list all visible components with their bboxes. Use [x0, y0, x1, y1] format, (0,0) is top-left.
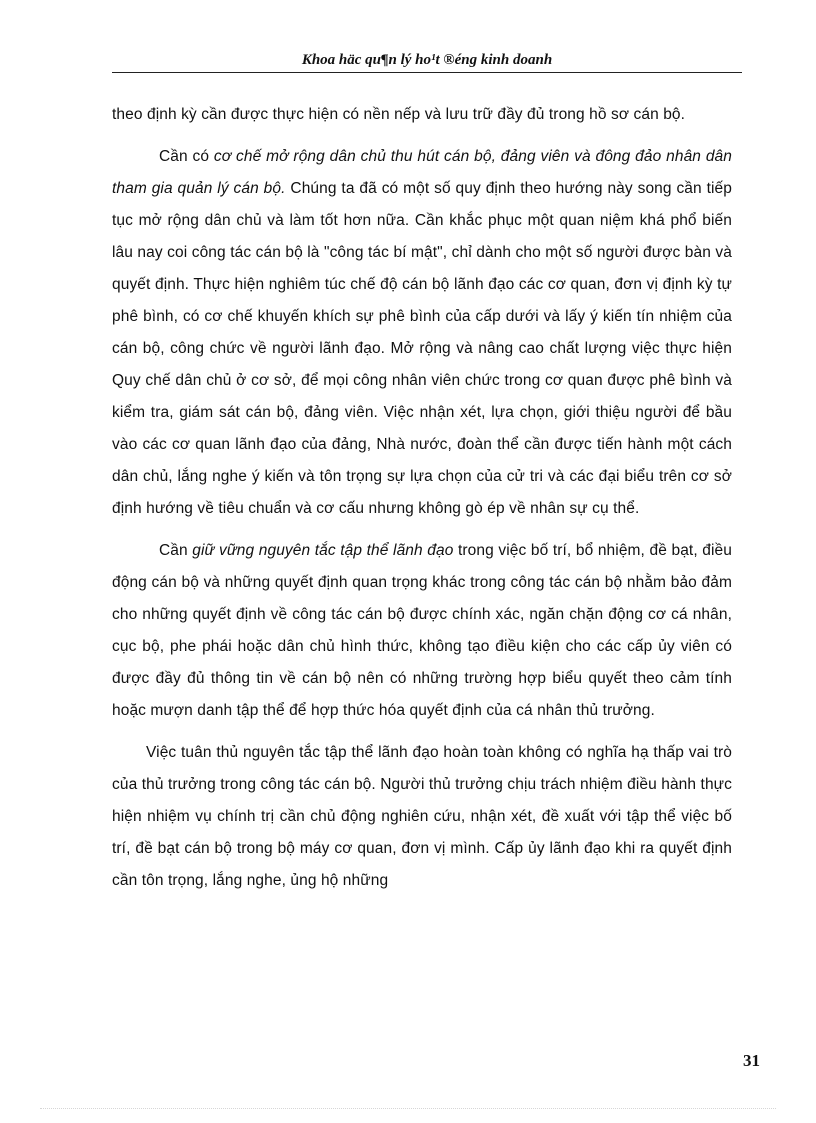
- paragraph-4-text: Việc tuân thủ nguyên tắc tập thể lãnh đạo hoàn toàn không có nghĩa hạ thấp vai trò của thủ trưởng trong công tác cán bộ. Người thủ trưởng chịu trách nhiệm điều hành thực hiện nhiệm vụ chính trị cần chủ động nghiên cứu, nhận xét, đề xuất với tập thể việc bố trí, đề bạt cán bộ trong bộ máy cơ quan, đơn vị mình. Cấp ủy lãnh đạo khi ra quyết định cần tôn trọng, lắng nghe, ủng hộ những: [112, 744, 732, 889]
- paragraph-4: [112, 737, 732, 897]
- paragraph-2-emphasis: cơ chế mở rộng dân chủ thu hút cán bộ, đảng viên và đông đảo nhân dân tham gia quản lý cán bộ.: [112, 148, 732, 197]
- paragraph-3-text: trong việc bố trí, bổ nhiệm, đề bạt, điều động cán bộ và những quyết định quan trọng khác trong công tác cán bộ nhằm bảo đảm cho những quyết định về công tác cán bộ được chính xác, ngăn chặn động cơ cá nhân, cục bộ, phe phái hoặc dân chủ hình thức, không tạo điều kiện cho các cấp ủy viên có được đầy đủ thông tin về cán bộ nên có những trường hợp biểu quyết theo cảm tính hoặc mượn danh tập thể để hợp thức hóa quyết định của cá nhân thủ trưởng.: [112, 542, 732, 719]
- body-text: [112, 99, 732, 897]
- header-rule: [112, 72, 742, 73]
- bottom-dotted-line: [40, 1108, 776, 1109]
- paragraph-2-text: Chúng ta đã có một số quy định theo hướng này song cần tiếp tục mở rộng dân chủ và làm tốt hơn nữa. Cần khắc phục một quan niệm khá phổ biến lâu nay coi công tác cán bộ là "công tác bí mật", chỉ dành cho một số người được bàn và quyết định. Thực hiện nghiêm túc chế độ cán bộ lãnh đạo các cơ quan, đơn vị định kỳ tự phê bình, có cơ chế khuyến khích sự phê bình của cấp dưới và lấy ý kiến tín nhiệm của cán bộ, công chức về người lãnh đạo. Mở rộng và nâng cao chất lượng việc thực hiện Quy chế dân chủ ở cơ sở, để mọi công nhân viên chức trong cơ quan được phê bình và kiểm tra, giám sát cán bộ, đảng viên. Việc nhận xét, lựa chọn, giới thiệu người để bầu vào các cơ quan lãnh đạo của đảng, Nhà nước, đoàn thể cần được tiến hành một cách dân chủ, lắng nghe ý kiến và tôn trọng sự lựa chọn của cử tri và các đại biểu trên cơ sở định hướng về tiêu chuẩn và cơ cấu nhưng không gò ép về nhân sự cụ thể.: [112, 180, 732, 517]
- paragraph-2: [112, 141, 732, 525]
- page-number: 31: [743, 1051, 760, 1070]
- paragraph-3: [112, 535, 732, 727]
- paragraph-3-lead: Cần: [159, 542, 193, 559]
- paragraph-1-text: theo định kỳ cần được thực hiện có nền nếp và lưu trữ đầy đủ trong hồ sơ cán bộ.: [112, 106, 686, 123]
- paragraph-1: [112, 99, 732, 131]
- paragraph-2-lead: Cần có: [159, 148, 214, 165]
- running-header: Khoa häc qu¶n lý ho¹t ®éng kinh doanh: [301, 52, 553, 68]
- paragraph-3-emphasis: giữ vững nguyên tắc tập thể lãnh đạo: [192, 542, 454, 559]
